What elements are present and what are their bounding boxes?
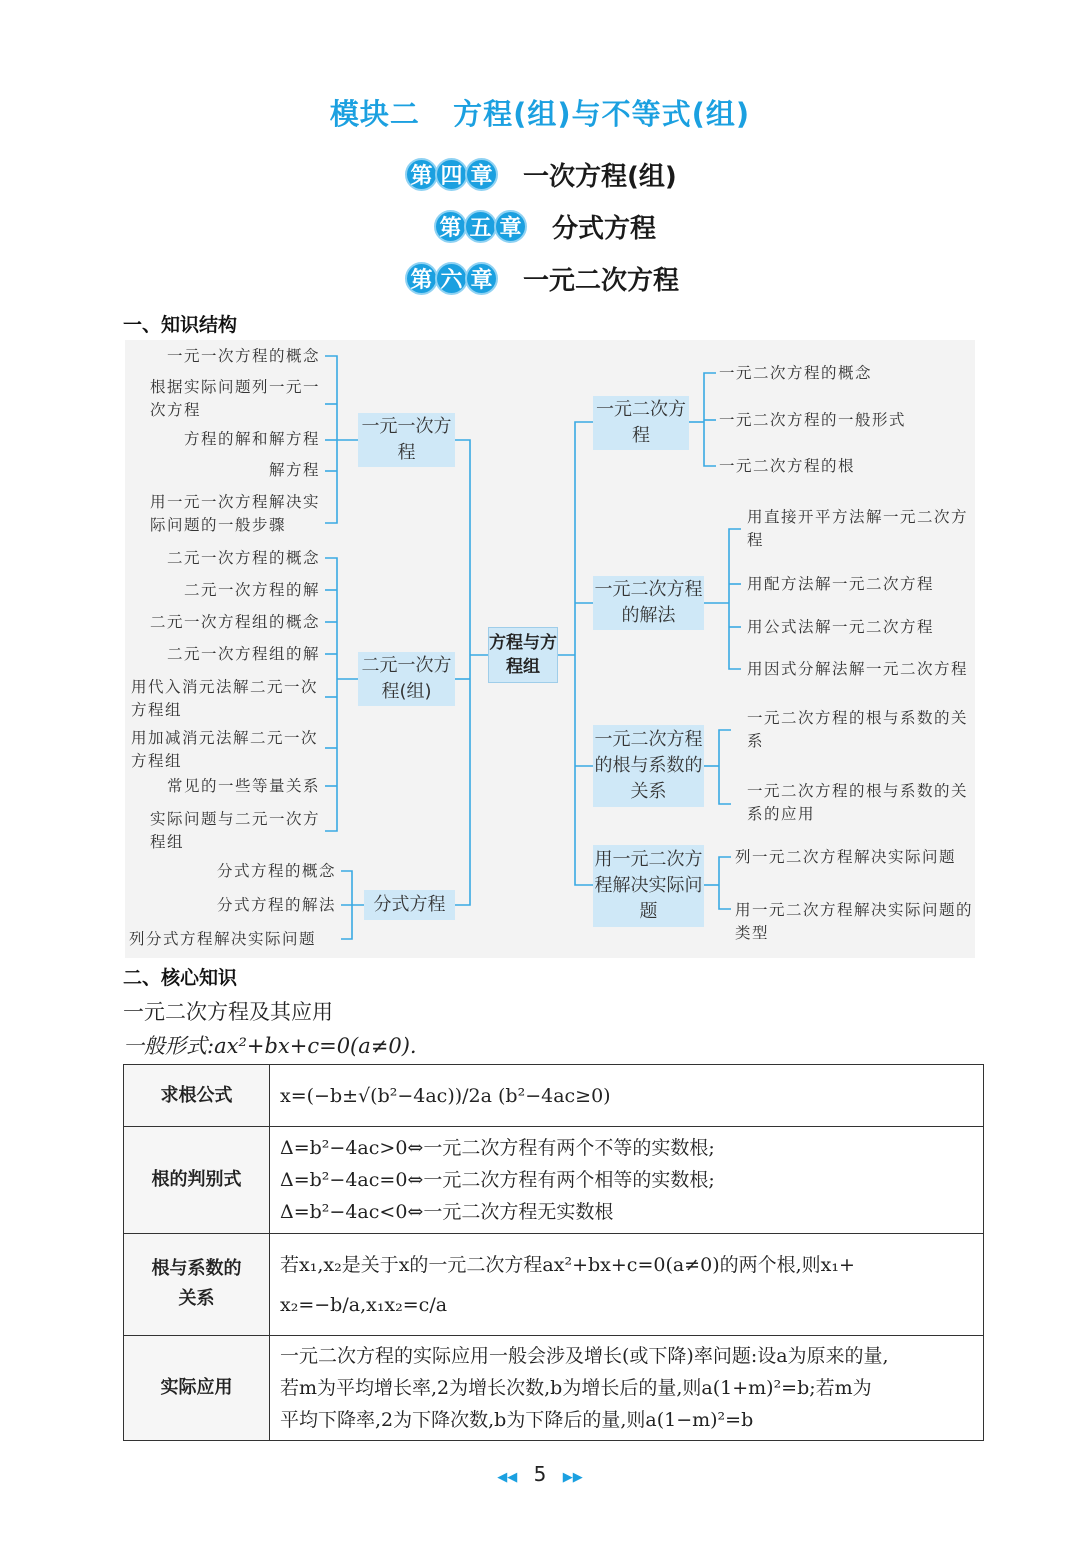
chapter-title: 一元二次方程 xyxy=(523,266,680,296)
mindmap-node: 一元二次方程的解法 xyxy=(593,576,704,630)
chapter-badge-char: 第 xyxy=(434,210,467,243)
mindmap-leaf: 用代入消元法解二元一次方程组 xyxy=(131,678,319,719)
content-line: 若m为平均增长率,2为增长次数,b为增长后的量,则a(1+m)²=b;若m为 xyxy=(280,1377,872,1399)
mindmap-leaf: 一元一次方程的概念 xyxy=(166,347,320,365)
row-head xyxy=(124,1234,270,1336)
mindmap-leaf: 一元二次方程的根与系数的关系的应用 xyxy=(747,782,969,823)
mindmap-leaf: 一元二次方程的一般形式 xyxy=(719,411,907,429)
section-title-core: 二、核心知识 xyxy=(123,967,238,989)
mindmap-leaf: 二元一次方程组的概念 xyxy=(149,613,320,631)
content-line: 若x₁,x₂是关于x的一元二次方程ax²+bx+c=0(a≠0)的两个根,则x₁+ xyxy=(280,1253,855,1276)
mindmap-leaf: 根据实际问题列一元一次方程 xyxy=(150,378,321,419)
mindmap-leaf: 实际问题与二元一次方程组 xyxy=(150,810,321,851)
content-line: x=(−b±√(b²−4ac))/2a (b²−4ac≥0) xyxy=(280,1084,611,1107)
section-title-structure: 一、知识结构 xyxy=(123,314,238,336)
row-content xyxy=(270,1127,984,1234)
row-head: 实际应用 xyxy=(124,1336,270,1441)
row-head: 求根公式 xyxy=(124,1065,270,1127)
row-head-text: 根与系数的关系 xyxy=(151,1258,242,1309)
mindmap-leaf: 用因式分解法解一元二次方程 xyxy=(747,660,969,678)
content-line: Δ=b²−4ac>0⇔一元二次方程有两个不等的实数根; xyxy=(280,1137,715,1159)
mindmap-leaf: 二元一次方程的解 xyxy=(183,581,320,599)
page-number: 5 xyxy=(533,1462,547,1486)
mindmap-leaf: 列分式方程解决实际问题 xyxy=(129,930,317,948)
content-line: x₂=−b/a,x₁x₂=c/a xyxy=(280,1293,448,1316)
table-row xyxy=(124,1065,984,1127)
mindmap-node: 一元二次方程 xyxy=(593,396,689,450)
mindmap-node: 二元一次方程(组) xyxy=(358,652,455,706)
mindmap-leaf: 方程的解和解方程 xyxy=(183,430,320,448)
mindmap-leaf: 二元一次方程的概念 xyxy=(166,549,320,567)
module-title: 模块二 方程(组)与不等式(组) xyxy=(329,97,751,131)
chapter-title: 分式方程 xyxy=(552,214,657,244)
page-footer xyxy=(0,1462,1080,1486)
row-content xyxy=(270,1234,984,1336)
mindmap-leaf: 分式方程的概念 xyxy=(216,862,336,880)
chapter-badge-char: 四 xyxy=(435,158,468,191)
chapter-badge-char: 六 xyxy=(435,262,468,295)
chapter-badge-char: 章 xyxy=(494,210,527,243)
mindmap-leaf: 用加减消元法解二元一次方程组 xyxy=(131,729,319,770)
mindmap-leaf: 一元二次方程的根 xyxy=(719,457,856,475)
mindmap-leaf: 用直接开平方法解一元二次方程 xyxy=(747,508,969,549)
content-line: 一元二次方程的实际应用一般会涉及增长(或下降)率问题:设a为原来的量, xyxy=(280,1345,889,1367)
mindmap-leaf: 解方程 xyxy=(268,461,320,479)
mindmap-node: 分式方程 xyxy=(364,890,455,920)
mindmap-node: 一元一次方程 xyxy=(358,413,455,467)
prev-arrows-icon: ◀◀ xyxy=(497,1470,518,1485)
mindmap-node: 用一元二次方程解决实际问题 xyxy=(593,845,704,927)
content-line: Δ=b²−4ac<0⇔一元二次方程无实数根 xyxy=(280,1201,614,1223)
mindmap-leaf: 二元一次方程组的解 xyxy=(166,645,320,663)
content-line: 平均下降率,2为下降次数,b为下降后的量,则a(1−m)²=b xyxy=(280,1409,754,1431)
mindmap-leaf: 用公式法解一元二次方程 xyxy=(747,618,935,636)
next-arrows-icon: ▶▶ xyxy=(562,1470,583,1485)
mindmap-leaf: 用一元二次方程解决实际问题的类型 xyxy=(735,901,974,942)
chapter-badge-char: 第 xyxy=(405,262,438,295)
chapter-title: 一次方程(组) xyxy=(523,162,677,192)
chapter-badge-char: 章 xyxy=(465,262,498,295)
general-form: 一般形式:ax²+bx+c=0(a≠0). xyxy=(123,1034,417,1058)
table-row xyxy=(124,1127,984,1234)
row-content xyxy=(270,1336,984,1441)
mindmap-leaf: 用一元一次方程解决实际问题的一般步骤 xyxy=(150,493,321,534)
mindmap-leaf: 列一元二次方程解决实际问题 xyxy=(735,848,957,866)
mindmap-leaf: 用配方法解一元二次方程 xyxy=(747,575,935,593)
mindmap-node: 一元二次方程的根与系数的关系 xyxy=(593,725,704,807)
row-content xyxy=(270,1065,984,1127)
chapter-badge-char: 章 xyxy=(465,158,498,191)
section-subtitle: 一元二次方程及其应用 xyxy=(123,1000,333,1024)
table-row xyxy=(124,1336,984,1441)
content-line: Δ=b²−4ac=0⇔一元二次方程有两个相等的实数根; xyxy=(280,1169,715,1191)
mindmap-center-node: 方程与方程组 xyxy=(488,627,558,683)
mindmap-leaf: 常见的一些等量关系 xyxy=(166,777,320,795)
mindmap-leaf: 分式方程的解法 xyxy=(216,896,336,914)
table-row xyxy=(124,1234,984,1336)
mindmap-leaf: 一元二次方程的概念 xyxy=(719,364,873,382)
core-knowledge-table xyxy=(123,1064,984,1441)
chapter-badge-char: 第 xyxy=(405,158,438,191)
row-head: 根的判别式 xyxy=(124,1127,270,1234)
chapter-badge-char: 五 xyxy=(464,210,497,243)
mindmap-leaf: 一元二次方程的根与系数的关系 xyxy=(747,709,969,750)
